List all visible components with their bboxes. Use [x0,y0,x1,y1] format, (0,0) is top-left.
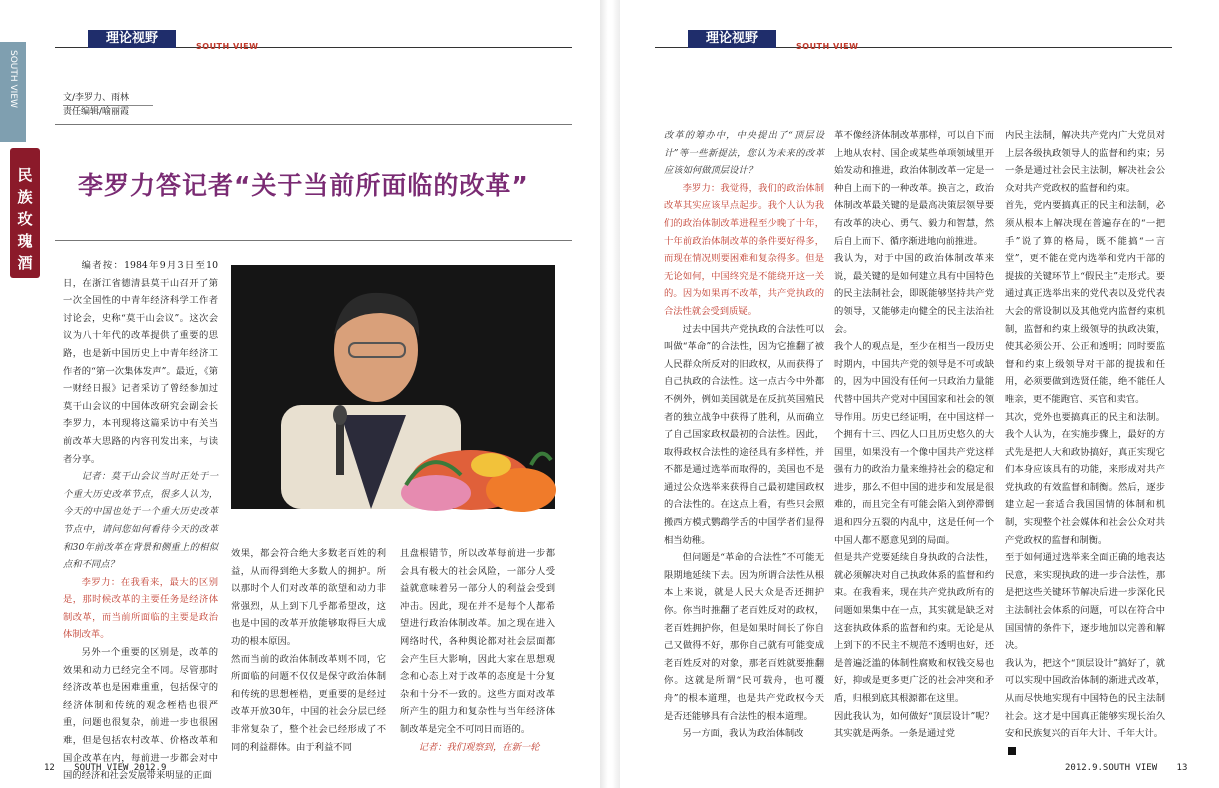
section-sub: SOUTH VIEW [796,42,859,51]
editor: 责任编辑/喻丽霞 [63,107,130,117]
question-2: 记者：我们观察到，在新一轮 [418,741,540,753]
portrait-photo [231,265,555,509]
footer-text: 2012.9.SOUTH VIEW [1065,763,1158,773]
editor-note: 编者按：1984年9月3日至10日，在浙江省德清县莫干山召开了第一次全国性的中青年经济科学工作者讨论会，史称“莫干山会议”。这次会议为八十年代的改革提供了重要的思路，也是新中国历史上中青年经济工作者的“第一次集体发声”。最近，《第一财经日报》记者采访了曾经参加过莫干山会议的中国体改研究会副会长李罗力，本刊现将这篇采访中有关当前改革大思路的内容刊发出来，与读者分享。 [63,260,218,465]
answer: 李罗力：我觉得，我们的政治体制改革其实应该早点起步。我个人认为我们的政治体制改革进程至少晚了十年，十年前政治体制改革的条件要好得多，而现在情况则要困难和复杂得多。但是无论如何，中国终究是不能绕开这一关的。因为如果再不改革，共产党执政的合法性就会受到质疑。 [664,182,824,317]
title-rule-top [55,124,572,125]
ad-char: 瑰 [17,232,33,250]
right-col-2 [834,127,994,757]
article-title: 李罗力答记者“关于当前所面临的改革” [78,171,529,200]
page-number [1065,763,1187,773]
question: 改革的筹办中，中央提出了“顶层设计”等一些新提法，您认为未来的改革应该如何做顶层设计？ [664,130,824,177]
sidebar-label: SOUTH VIEW [8,50,18,108]
paragraph: 但问题是“革命的合法性”不可能无限期地延续下去。因为所谓合法性从根本上来说，就是人民大众是否还拥护你。你当时推翻了老百姓反对的政权，老百姓拥护你，但是如果时间长了你自己又做得不好，那你自己就有可能变成老百姓反对的对象，那老百姓就要推翻你。这就是所谓“民可载舟，也可覆舟”的根本道理，也是共产党政权今天是否还能够具有合法性的根本道理。 [664,552,824,722]
end-mark [1008,747,1016,755]
paragraph: 过去中国共产党执政的合法性可以叫做“革命”的合法性，因为它推翻了被人民群众所反对的旧政权，从而获得了自己执政的合法性。这一点古今中外都不例外，例如美国就是在反抗英国殖民者的独立战争中获得了胜利，从而确立了自己国家政权最初的合法性。因此，取得政权合法性的途径具有多样性，并不都是通过选举而取得的，美国也不是通过公众选举来获得自己最初建国政权的合法性的。在这点上看，有些只会照搬西方模式鹦鹉学舌的中国学者们显得相当幼稚。 [664,323,824,546]
section-tab: 理论视野 [688,30,776,48]
spine-gutter [600,0,620,788]
paragraph: 另一方面，我认为政治体制改 [682,728,804,740]
paragraph: 革不像经济体制改革那样，可以自下而上地从农村、国企或某些单项领域里开始发动和推进，政治体制改革一定是一种自上而下的一种改革。换言之，政治体制改革最关键的是最高决策层领导要有改革的决心、勇气、毅力和智慧，然后自上而下、循序渐进地向前推进。 我认为，对于中国的政治体制改革来说，最关键的是如何建立具有中国特色的民主法制社会，即既能够坚持共产党的领导，又能够走向健全的民主法治社会。 我个人的观点是，至少在相当一段历史时期内，中国共产党的领导是不可或缺的，因为中国没有任何一只政治力量能代替中国共产党对中国国家和社会的领导作用。历史已经证明，在中国这样一个拥有十三、四亿人口且历史悠久的大国里，如果没有一个像中国共产党这样强有力的政治力量来维持社会的稳定和进步，那么不但中国的进步和发展是很难的，而且完全有可能会陷入到停滞倒退和四分五裂的内乱中，这是任何一个中国人都不愿意见到的局面。 但是共产党要延续自身执政的合法性，就必须解决对自己执政体系的监督和约束。在我看来，现在共产党执政所有的问题如果集中在一点，其实就是缺乏对这套执政体系的监督和约束。无论是从上到下的不民主不规范不透明也好，还是普遍泛滥的体制性腐败和权钱交易也好，抑或是更多更广泛的社会冲突和矛盾，归根到底其根源都在这里。 因此我认为，如何做好“顶层设计”呢？其实就是两条。一条是通过党 [834,130,994,740]
ad-char: 民 [17,166,33,184]
ad-char: 酒 [17,254,33,272]
title-rule-bottom [55,240,572,241]
magazine-sidebar [0,42,26,142]
byline [63,92,153,119]
right-col-1 [664,127,824,757]
left-page [0,0,600,788]
author: 文/李罗力、雨林 [63,92,153,106]
portrait-illustration [231,265,555,509]
paragraph: 另外一个重要的区别是，改革的效果和动力已经完全不同。尽管那时经济改革也是困难重重，包括保守的经济体制和传统的观念桎梏也很严重，问题也很复杂，前进一步也很困难，但是包括农村改革、价格改革和国企改革在内，每前进一步都会对中国的经济和社会发展带来明显的正面 [63,647,218,782]
right-col-3 [1005,127,1165,757]
page-number-value: 13 [1176,763,1188,773]
question-1: 记者：莫干山会议当时正处于一个重大历史改革节点，很多人认为，今天的中国也处于一个重大历史改革节点中，请问您如何看待今天的改革和30年前改革在背景和侧重上的相似点和不同点？ [63,471,218,571]
section-tab: 理论视野 [88,30,176,48]
footer-text: SOUTH VIEW 2012.9 [74,763,167,773]
paragraph: 内民主法制，解决共产党内广大党员对上层各级执政领导人的监督和约束；另一条是通过社会民主法制，解决社会公众对共产党政权的监督和约束。 首先，党内要搞真正的民主和法制，必须从根本上解决现在普遍存在的“一把手”说了算的格局，既不能搞“一言堂”，更不能在党内选举和党内干部的提拔的关键环节上“假民主”走形式。要通过真正选举出来的党代表以及党代表大会的常设制以及其他党内监督约束机制，监督和约束上级领导的执政决策，使其必须公开、公正和透明；同时要监督和约束上级领导对干部的提拔和任用，必须要做到选贤任能，绝不能任人唯亲，更不能跑官、买官和卖官。 其次，党外也要搞真正的民主和法制。我个人认为，在实施步骤上，最好的方式先是把人大和政协搞好，真正实现它们本身应该具有的功能，来形成对共产党执政的有效监督和制衡。然后，逐步建立起一套适合我国国情的体制和机制，实现整个社会媒体和社会公众对共产党政权的监督和制衡。 至于如何通过选举来全面正确的地表达民意，来实现执政的进一步合法性，那是把这些关键环节解决后进一步深化民主法制社会体系的问题，可以在符合中国国情的条件下，逐步地加以完善和解决。 我认为，把这个“顶层设计”搞好了，就可以实现中国政治体制的渐进式改革，从而尽快地实现有中国特色的民主法制社会。这才是中国真正能够实现长治久安和民族复兴的百年大计、千年大计。 [1005,130,1165,740]
ad-char: 族 [17,188,33,206]
answer-1: 李罗力：在我看来，最大的区别是，那时候改革的主要任务是经济体制改革，而当前所面临的主要是政治体制改革。 [63,576,218,641]
page-number-value: 12 [44,763,55,773]
paragraph: 且盘根错节，所以改革每前进一步都会具有极大的社会风险，一部分人受益就意味着另一部分人的利益会受到冲击。因此，现在并不是每个人都希望进行政治体制改革。加之现在进入网络时代，各种舆论都对社会层面都会产生巨大影响，因此大家在思想观念和心态上对于改革的态度是十分复杂和十分不一致的。这些方面对改革所产生的阻力和复杂性与当年经济体制改革是完全不可同日而语的。 [400,548,555,735]
right-page [620,0,1219,788]
paragraph: 效果，都会符合绝大多数老百姓的利益，从而得到绝大多数人的拥护。所以那时个人们对改革的欲望和动力非常强烈，从上到下几乎都希望改，这也是中国的改革开放能够取得巨大成功的根本原因。 然而当前的政治体制改革则不同，它所面临的问题不仅仅是保守政治体制和传统的思想桎梏，更重要的是经过改革开放30年，中国的社会分层已经非常复杂了，整个社会已经形成了不同的利益群体。由于利益不同 [231,548,386,753]
section-sub: SOUTH VIEW [196,42,259,51]
ad-char: 玫 [17,210,33,228]
left-col-2 [231,545,386,757]
ad-sidebar [10,148,40,278]
page-number [44,763,166,773]
left-col-3 [400,545,555,757]
